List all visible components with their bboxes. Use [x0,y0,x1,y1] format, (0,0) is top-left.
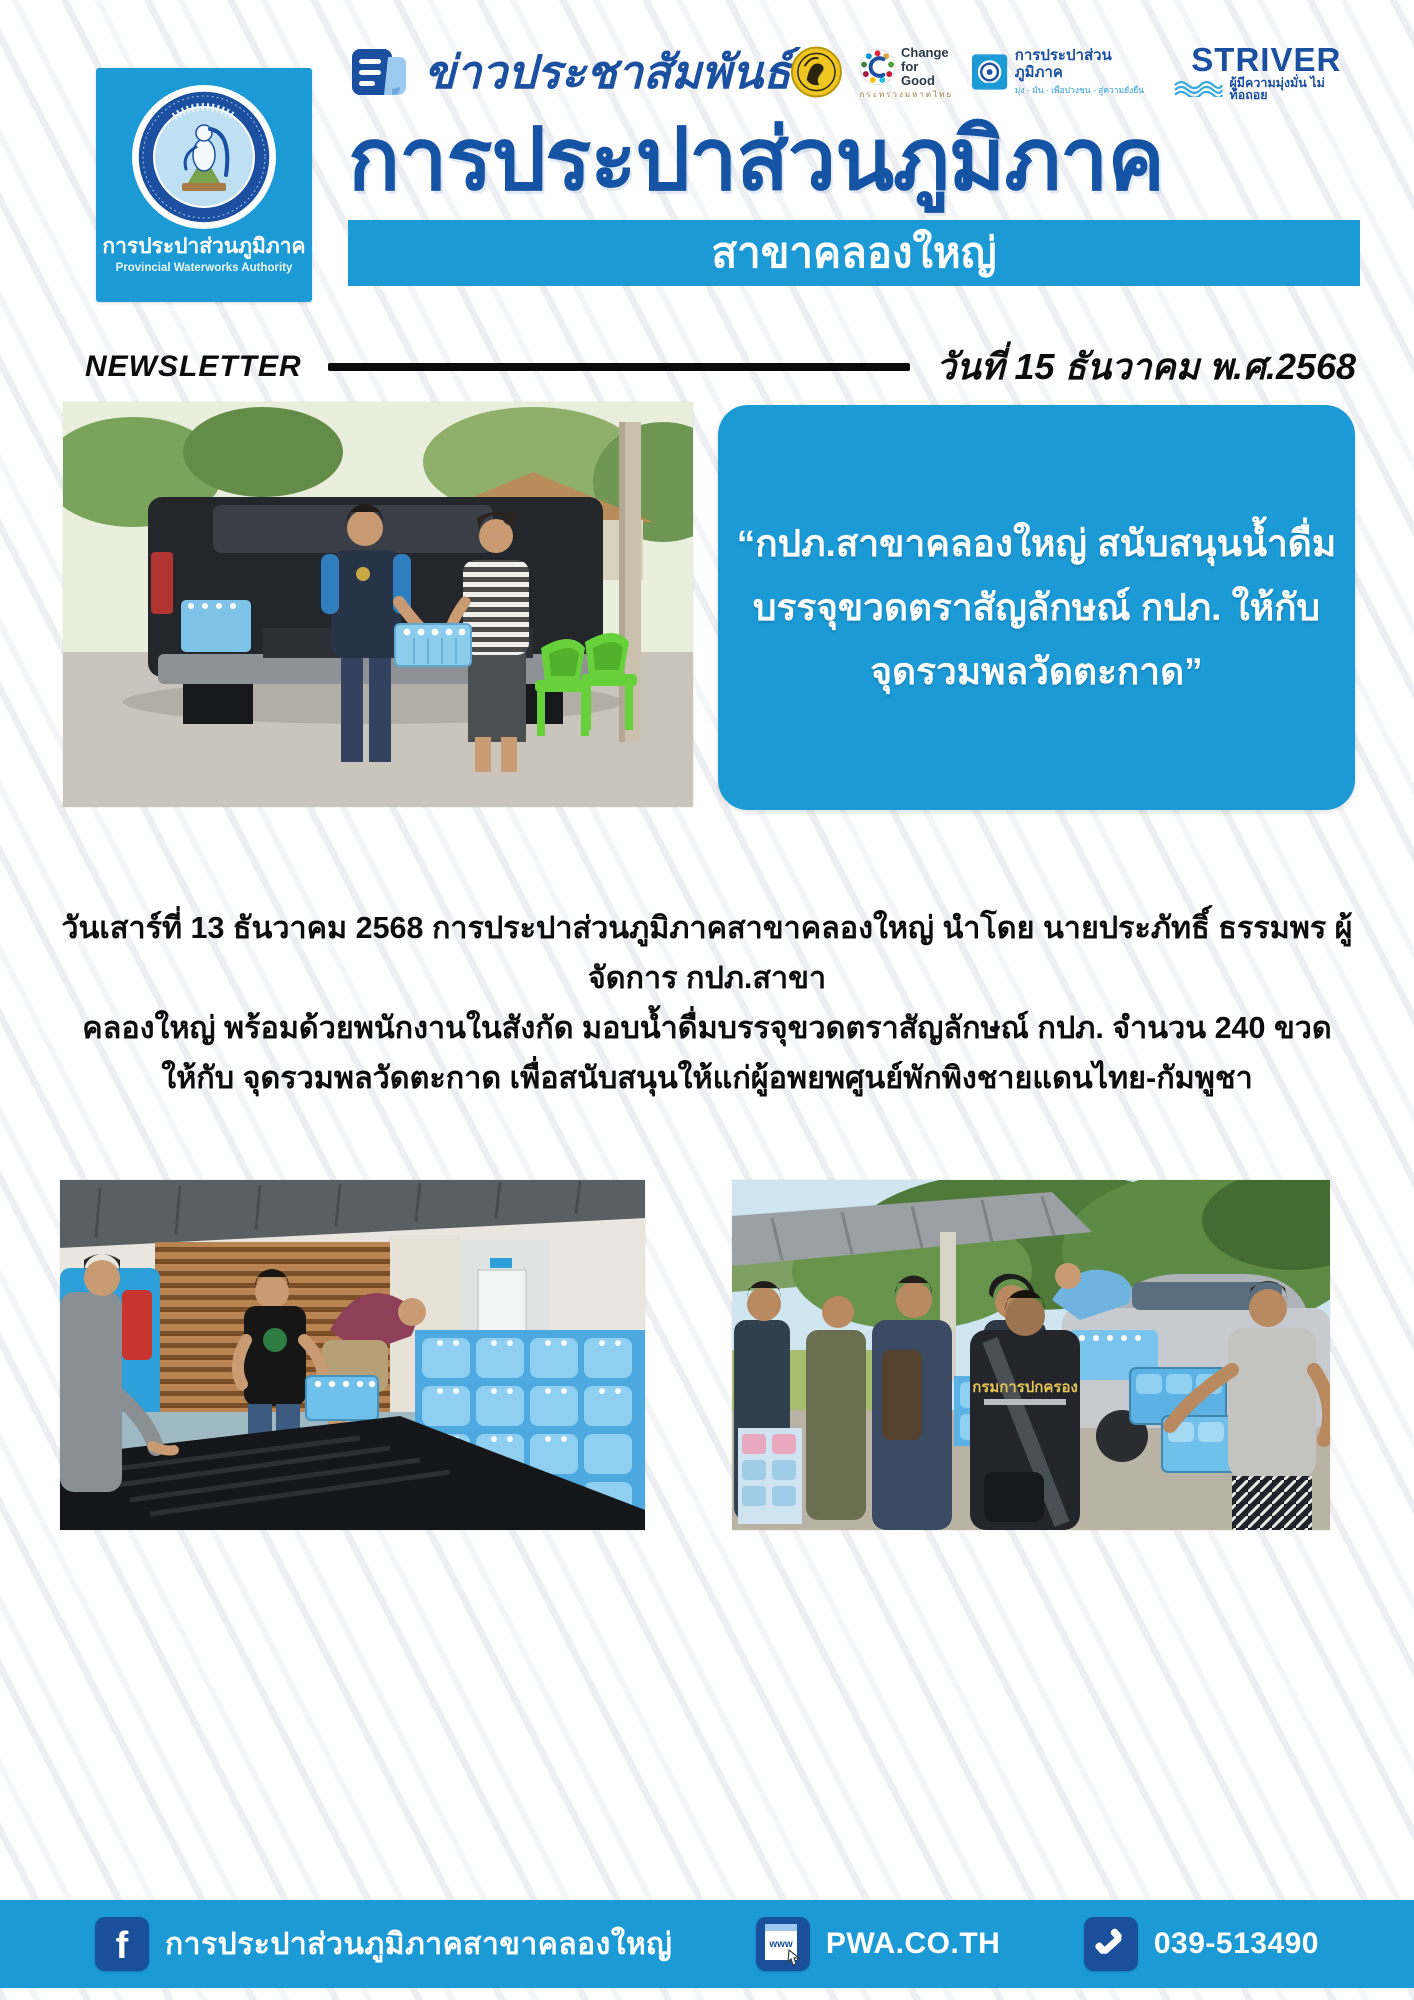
photo-handover [63,402,693,807]
pwa-small-name: การประปาส่วนภูมิภาค [1014,47,1112,81]
body-line-1: วันเสาร์ที่ 13 ธันวาคม 2568 การประปาส่วนภูมิภาคสาขาคลองใหญ่ นำโดย นายประภัทธิ์ ธรรมพร ผู้จัดการ กปภ.สาขา [61,911,1353,995]
issue-date: วันที่ 15 ธันวาคม พ.ศ.2568 [935,346,1356,387]
facebook-icon [95,1917,149,1971]
org-name-thai: การประปาส่วนภูมิภาค [102,235,306,258]
pwa-seal-icon [129,82,279,232]
kicker-title: ข่าวประชาสัมพันธ์ [424,45,792,98]
quote-line-2: บรรจุขวดตราสัญลักษณ์ กปภ. ให้กับ [752,586,1321,628]
pwa-small-seal-icon [971,53,1008,91]
ministry-of-interior-seal-icon [791,46,842,98]
photo-loading-truck [60,1180,645,1530]
jacket-text: กรมการปกครอง [972,1379,1078,1396]
photo-unloading-group [732,1180,1330,1530]
photo-handover-illustration [63,402,693,807]
news-document-icon [348,43,410,101]
striver-tagline: ผู้มีความมุ่งมั่น ไม่ท้อถอย [1229,75,1325,102]
facebook-contact [95,1917,672,1971]
facebook-page-name: การประปาส่วนภูมิภาคสาขาคลองใหญ่ [165,1927,673,1961]
www-icon-text: www [769,1939,793,1950]
divider-line [328,363,910,371]
branch-banner [348,220,1360,286]
org-name-english: Provincial Waterworks Authority [115,262,293,274]
change-for-good-line2: for Good [900,58,935,88]
photo-unloading-group-illustration [732,1180,1330,1530]
pwa-logo-box [96,68,312,302]
change-for-good-wheel-icon [858,47,897,87]
quote-line-3: จุดรวมพลวัดตะกาด” [870,650,1203,692]
article-body [38,903,1376,1103]
phone-handset-icon [1091,1924,1131,1964]
header [348,36,1360,286]
striver-logo [1173,40,1360,102]
page-title: การประปาส่วนภูมิภาค [348,112,1164,208]
website-icon [756,1917,810,1971]
pwa-small-tagline: มุ่ง - มั่น - เพื่อปวงชน - สู่ความยั่งยืน [1014,85,1145,95]
change-for-good-logo [858,46,955,99]
branch-name: สาขาคลองใหญ่ [711,229,997,276]
photo-loading-truck-illustration [60,1180,645,1530]
body-line-2: คลองใหญ่ พร้อมด้วยพนักงานในสังกัด มอบน้ำดื่มบรรจุขวดตราสัญลักษณ์ กปภ. จำนวน 240 ขวด [82,1011,1332,1045]
phone-icon [1084,1917,1138,1971]
change-for-good-ministry-label: กระทรวงมหาดไทย [859,89,954,99]
website-url: PWA.CO.TH [825,1927,1001,1960]
quote-line-1: “กปภ.สาขาคลองใหญ่ สนับสนุนน้ำดื่ม [736,522,1337,564]
change-for-good-line1: Change [900,44,949,60]
pwa-small-logo [971,47,1157,97]
www-browser-icon [763,1922,803,1966]
website-contact [756,1917,1001,1971]
kicker-row [348,36,1360,108]
facebook-f-glyph: f [115,1925,129,1967]
phone-number: 039-513490 [1153,1927,1319,1960]
newsletter-row [85,338,1356,395]
newsletter-label: NEWSLETTER [85,349,302,383]
striver-name: STRIVER [1191,40,1342,78]
highlight-quote-box [718,405,1355,810]
phone-contact [1084,1917,1319,1971]
striver-waves-icon [1173,81,1224,97]
partner-logo-strip [791,40,1360,102]
footer-contact-bar [0,1900,1414,1988]
body-line-3: ให้กับ จุดรวมพลวัดตะกาด เพื่อสนับสนุนให้แก่ผู้อพยพศูนย์พักพิงชายแดนไทย-กัมพูชา [161,1061,1253,1095]
